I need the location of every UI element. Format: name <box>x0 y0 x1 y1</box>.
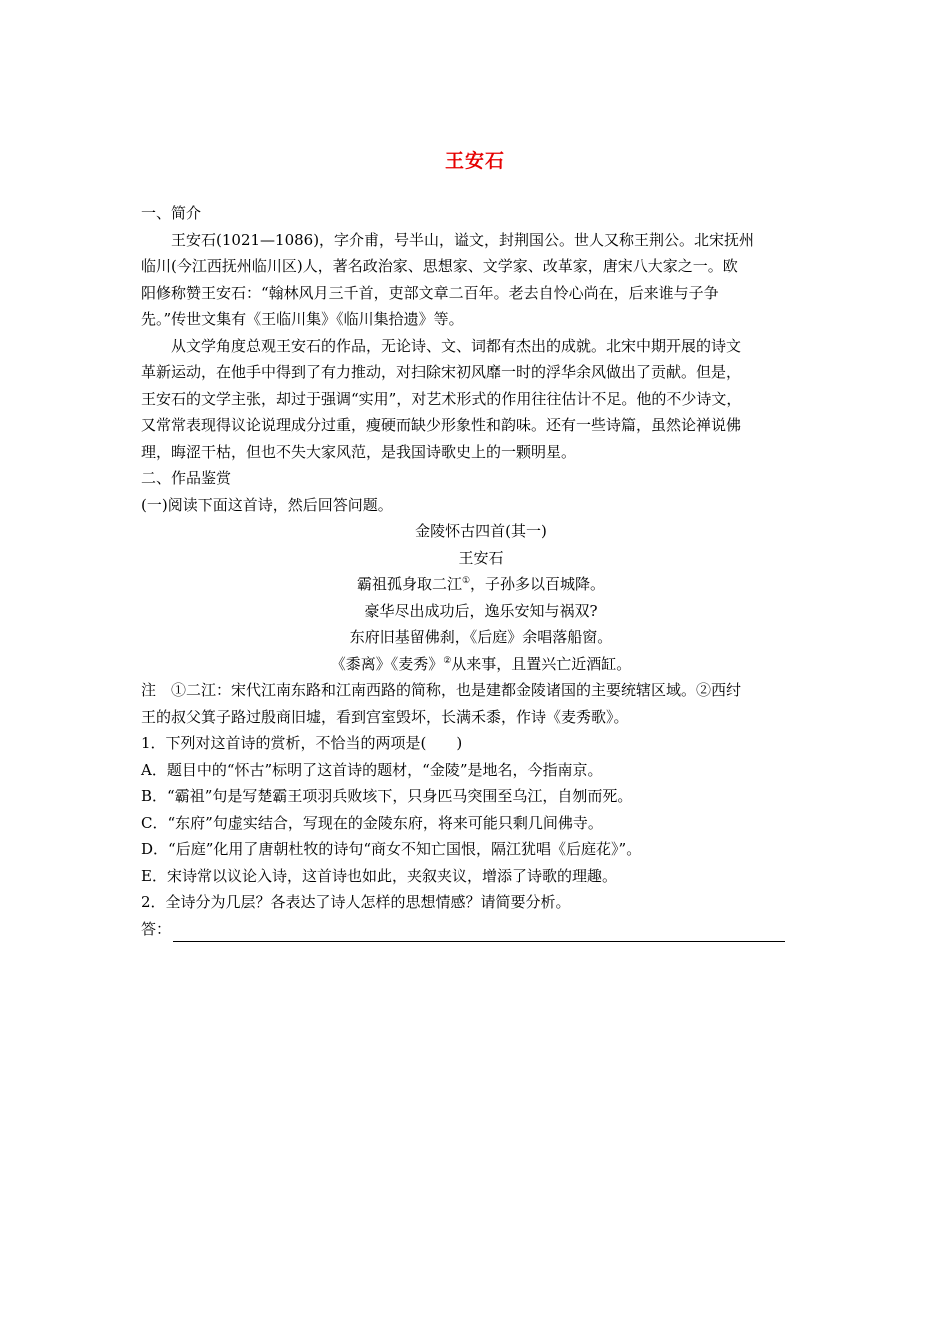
text-line: 阳修称赞王安石：“翰林风月三千首，吏部文章二百年。老去自怜心尚在，后来谁与子争 <box>141 283 719 302</box>
text-line: 临川(今江西抚州临川区)人，著名政治家、思想家、文学家、改革家，唐宋八大家之一。欧 <box>141 257 738 275</box>
text-line: 注 ①二江：宋代江南东路和江南西路的简称，也是建都金陵诸国的主要统辖区域。②西纣 <box>141 681 742 699</box>
option-e: E．宋诗常以议论入诗，这首诗也如此，夹叙夹议，增添了诗歌的理趣。 <box>141 866 617 885</box>
text-line: 理，晦涩干枯，但也不失大家风范，是我国诗歌史上的一颗明星。 <box>141 442 577 461</box>
question-stem: 2．全诗分为几层？各表达了诗人怎样的思想情感？请简要分析。 <box>141 893 571 911</box>
page-title: 王安石 <box>444 150 505 172</box>
section-heading-intro: 一、简介 <box>141 204 202 222</box>
poem-line-3: 东府旧基留佛刹，《后庭》余唱落船窗。 <box>349 628 613 646</box>
question-stem: 1．下列对这首诗的赏析，不恰当的两项是( ) <box>141 734 463 752</box>
footnote-marker: ② <box>443 655 452 666</box>
poem-text: 从来事，且置兴亡近酒缸。 <box>451 654 632 673</box>
question-2 <box>141 889 821 942</box>
option-a: A．题目中的“怀古”标明了这首诗的题材，“金陵”是地名，今指南京。 <box>141 760 603 779</box>
section-heading-appreciation: 二、作品鉴赏 <box>141 469 232 487</box>
text-line: 王的叔父箕子路过殷商旧墟，看到宫室毁坏，长满禾黍，作诗《麦秀歌》。 <box>141 707 629 726</box>
intro-paragraph-2 <box>141 333 821 466</box>
text-line: 王安石的文学主张，却过于强调“实用”，对艺术形式的作用往往估计不足。他的不少诗文， <box>141 389 742 408</box>
poem-text: ，子孙多以百城降。 <box>470 575 606 593</box>
option-c: C．“东府”句虚实结合，写现在的金陵东府，将来可能只剩几间佛寺。 <box>141 813 603 832</box>
answer-row <box>141 916 821 943</box>
poem-line-1 <box>141 571 821 598</box>
document-body <box>141 200 821 942</box>
question-1 <box>141 730 821 889</box>
answer-label: 答： <box>141 919 172 938</box>
footnote-marker: ① <box>461 576 471 586</box>
poem-text: 《黍离》《麦秀》 <box>330 654 444 673</box>
answer-blank-line[interactable] <box>173 923 785 942</box>
poem-title: 金陵怀古四首(其一) <box>415 522 547 540</box>
poem-block <box>141 518 821 677</box>
poem-text: 霸祖孤身取二江 <box>356 575 462 593</box>
poem-notes <box>141 677 821 730</box>
poem-author: 王安石 <box>458 548 504 567</box>
poem-line-2: 豪华尽出成功后，逸乐安知与祸双? <box>364 601 598 620</box>
option-b: B．“霸祖”句是写楚霸王项羽兵败垓下，只身匹马突围至乌江，自刎而死。 <box>141 787 633 805</box>
text-line: 革新运动，在他手中得到了有力推动，对扫除宋初风靡一时的浮华余风做出了贡献。但是， <box>141 363 742 381</box>
text-line: 王安石(1021—1086)，字介甫，号半山，谥文，封荆国公。世人又称王荆公。北宋抚州 <box>171 230 755 249</box>
poem-line-4 <box>141 651 821 678</box>
intro-paragraph-1 <box>141 227 821 333</box>
text-line: 从文学角度总观王安石的作品，无论诗、文、词都有杰出的成就。北宋中期开展的诗文 <box>171 336 742 355</box>
reading-instruction: (一)阅读下面这首诗，然后回答问题。 <box>141 495 393 514</box>
text-line: 又常常表现得议论说理成分过重，瘦硬而缺少形象性和韵味。还有一些诗篇，虽然论禅说佛 <box>141 416 742 434</box>
text-line: 先。”传世文集有《王临川集》《临川集拾遗》等。 <box>141 310 464 328</box>
option-d: D．“后庭”化用了唐朝杜牧的诗句“商女不知亡国恨，隔江犹唱《后庭花》”。 <box>141 840 642 858</box>
